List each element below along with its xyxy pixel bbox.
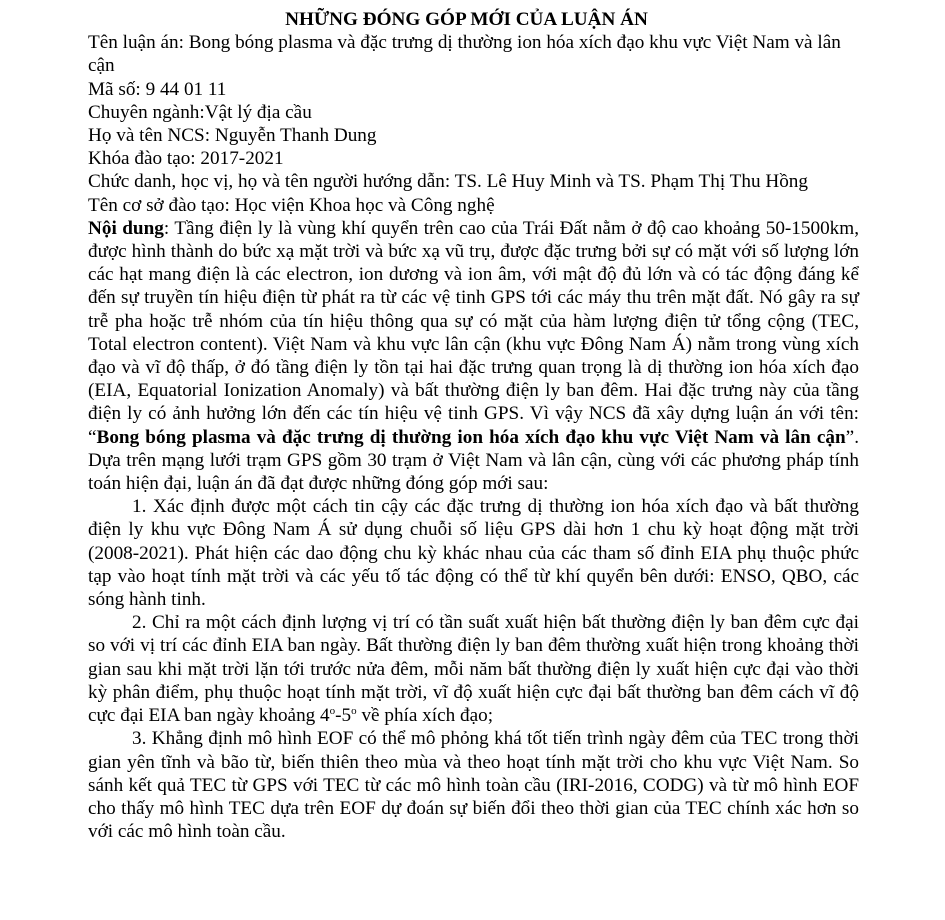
- content-paragraph: [88, 217, 859, 495]
- major: Chuyên ngành:Vật lý địa cầu: [88, 101, 312, 123]
- thesis-name: Tên luận án: Bong bóng plasma và đặc trưng dị thường ion hóa xích đạo khu vực Việt Nam và lân cận: [88, 32, 841, 77]
- candidate-name: Họ và tên NCS: Nguyễn Thanh Dung: [88, 125, 377, 147]
- institution: Tên cơ sở đào tạo: Học viện Khoa học và Công nghệ: [88, 194, 495, 216]
- content-text-2: ”. Dựa trên mạng lưới trạm GPS gồm 30 trạm ở Việt Nam và lân cận, cùng với các phương pháp tính toán hiện đại, luận án đã đạt được những đóng góp mới sau:: [88, 426, 859, 495]
- contribution-2: 2. Chỉ ra một cách định lượng vị trí có tần suất xuất hiện bất thường điện ly ban đêm cực đại so với vị trí các đỉnh EIA ban ngày. Bất thường điện ly ban đêm thường xuất hiện trong khoảng thời gian sau khi mặt trời lặn tới trước nửa đêm, mỗi năm bất thường điện ly xuất hiện cực đại vào thời kỳ phân điểm, phụ thuộc hoạt tính mặt trời, vĩ độ xuất hiện cực đại bất thường ban đêm cách vĩ độ cực đại EIA ban ngày khoảng 4$^o$-5$^o$ về phía xích đạo;: [88, 612, 859, 727]
- document-title: NHỮNG ĐÓNG GÓP MỚI CỦA LUẬN ÁN: [285, 9, 648, 30]
- content-label: Nội dung: [88, 217, 164, 239]
- content-bold-title: Bong bóng plasma và đặc trưng dị thường ion hóa xích đạo khu vực Việt Nam và lân cận: [96, 426, 846, 448]
- contribution-3: 3. Khẳng định mô hình EOF có thể mô phỏng khá tốt tiến trình ngày đêm của TEC trong thời gian yên tĩnh và bão từ, biến thiên theo mùa và theo hoạt tính mặt trời cho khu vực Việt Nam. So sánh kết quả TEC từ GPS với TEC từ các mô hình toàn cầu (IRI-2016, CODG) và từ mô hình EOF cho thấy mô hình TEC dựa trên EOF dự đoán sự biến đổi theo thời gian của TEC chính xác hơn so với các mô hình toàn cầu.: [88, 728, 859, 843]
- thesis-code: Mã số: 9 44 01 11: [88, 78, 227, 100]
- advisors: Chức danh, học vị, họ và tên người hướng dẫn: TS. Lê Huy Minh và TS. Phạm Thị Thu Hồng: [88, 171, 808, 193]
- course: Khóa đào tạo: 2017-2021: [88, 148, 284, 170]
- content-text-1: : Tầng điện ly là vùng khí quyển trên cao của Trái Đất nằm ở độ cao khoảng 50-1500km, được hình thành do bức xạ mặt trời và bức xạ vũ trụ, được đặc trưng bởi sự có mặt với số lượng lớn các hạt mang điện là các electron, ion dương và ion âm, với mật độ đủ lớn và có tác động đáng kể đến sự truyền tín hiệu điện từ phát ra từ các vệ tinh GPS tới các máy thu trên mặt đất. Nó gây ra sự trễ pha hoặc trễ nhóm của tín hiệu thông qua sự có mặt của hàm lượng điện tử tổng cộng (TEC, Total electron content). Việt Nam và khu vực lân cận (khu vực Đông Nam Á) nằm trong vùng xích đạo và vĩ độ thấp, ở đó tầng điện ly tồn tại hai đặc trưng quan trọng là dị thường ion hóa xích đạo (EIA, Equatorial Ionization Anomaly) và bất thường điện ly ban đêm. Hai đặc trưng này của tầng điện ly có ảnh hưởng lớn đến các tín hiệu vệ tinh GPS. Vì vậy NCS đã xây dựng luận án với tên: “: [88, 217, 859, 448]
- contribution-1: 1. Xác định được một cách tin cậy các đặc trưng dị thường ion hóa xích đạo và bất thường điện ly khu vực Đông Nam Á sử dụng chuỗi số liệu GPS dài hơn 1 chu kỳ hoạt động mặt trời (2008-2021). Phát hiện các dao động chu kỳ khác nhau của các tham số đỉnh EIA phụ thuộc phức tạp vào hoạt tính mặt trời và các yếu tố tác động có thể từ khí quyển bên dưới: ENSO, QBO, các sóng hành tinh.: [88, 496, 859, 611]
